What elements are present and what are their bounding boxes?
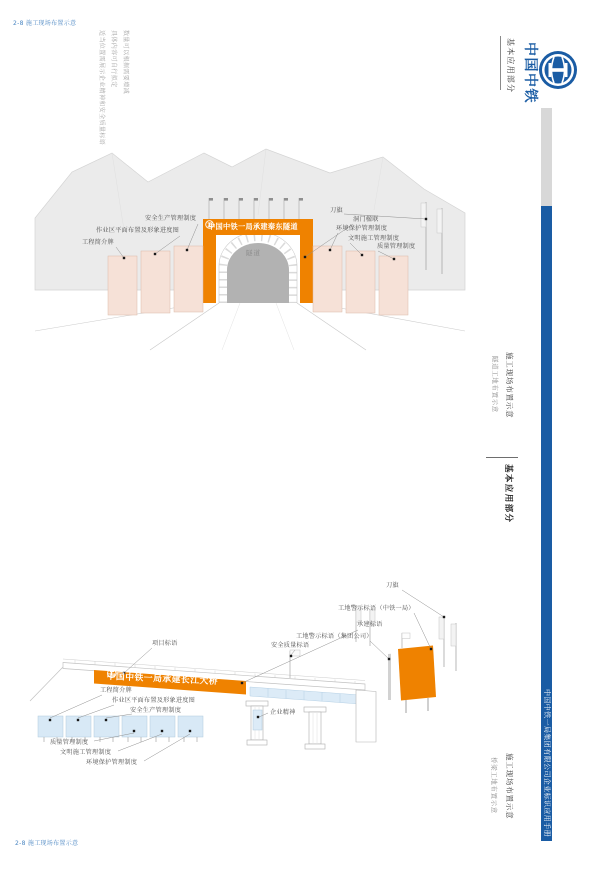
- label-bridge-plan: 作业区平面布置及形象进度图: [112, 697, 196, 704]
- corner-caption-bottom: 2-8 施工现场布置示意: [15, 840, 79, 847]
- note-line-2: 具体内容可自行拟定: [110, 30, 117, 88]
- label-tunnel-civil: 文明施工管理制度: [348, 235, 400, 242]
- tunnel-banner-text: 中国中铁一局承建秦东隧道: [208, 222, 298, 231]
- label-tunnel-couplet: 洞门楹联: [353, 216, 379, 223]
- billboard: [398, 646, 436, 701]
- corner-caption-top: 2-8 施工现场布置示意: [13, 20, 77, 27]
- label-bridge-warn-bureau: 工地警示标语（中铁一局）: [338, 605, 415, 612]
- label-tunnel-plan: 作业区平面布置及形象进度图: [96, 227, 180, 234]
- crec-emblem-icon: [107, 668, 117, 678]
- far-knife-flags: [439, 616, 456, 671]
- label-bridge-civil: 文明施工管理制度: [60, 749, 112, 756]
- portal-pillar-left: [203, 232, 216, 303]
- road-lines: [222, 303, 294, 350]
- caption-bottom-sub: 桥梁工地布置示意: [490, 757, 498, 814]
- label-bridge-build: 承建标语: [357, 621, 383, 628]
- label-tunnel-quality: 质量管理制度: [377, 243, 416, 250]
- label-bridge-safety: 安全生产管理制度: [130, 707, 182, 714]
- crec-emblem-icon: [205, 220, 214, 229]
- label-bridge-env: 环境保护管理制度: [86, 759, 138, 766]
- crec-logo-icon: [538, 50, 578, 90]
- label-bridge-quality: 质量管理制度: [50, 739, 89, 746]
- section2-label: 基本应用部分: [503, 464, 513, 524]
- signboards: [38, 716, 203, 737]
- section2-rule: [486, 457, 518, 458]
- note-line-3: 适当位置需展示企业精神和安全质量标语: [98, 30, 105, 146]
- bridge-banner-text: 中国中铁一局承建长江大桥: [106, 671, 219, 688]
- sidebar-bar-gray: [541, 108, 552, 206]
- portal-pillar-right: [300, 232, 313, 303]
- edge-sign: [388, 654, 391, 700]
- label-bridge-project: 项目标语: [152, 640, 178, 647]
- label-bridge-safety-quality: 安全质量标语: [271, 642, 310, 649]
- billboard-flag: [402, 633, 410, 639]
- label-bridge-flag: 刀旗: [386, 582, 399, 589]
- billboard-legs: [406, 698, 428, 713]
- abutment: [356, 690, 376, 742]
- label-tunnel-flag: 刀旗: [330, 207, 343, 214]
- label-tunnel-env: 环境保护管理制度: [336, 225, 388, 232]
- label-bridge-intro: 工程简介牌: [100, 687, 132, 694]
- label-bridge-warn-group: 工地警示标语（集团公司）: [296, 633, 373, 640]
- caption-top-main: 施工现场布置示意: [505, 352, 514, 419]
- caption-bottom-main: 施工现场布置示意: [505, 753, 514, 820]
- label-tunnel-intro: 工程简介牌: [82, 239, 114, 246]
- header-section-label: 基本应用部分: [506, 38, 515, 94]
- label-tunnel-safety: 安全生产管理制度: [145, 215, 197, 222]
- caption-top-sub: 隧道工地布置示意: [491, 356, 499, 413]
- pier-banner: [253, 710, 262, 730]
- note-line-1: 数量可以根据需要增减: [122, 30, 129, 95]
- label-bridge-spirit: 企业精神: [270, 709, 296, 716]
- header-rule: [500, 36, 501, 90]
- brand-title: 中国中铁: [522, 42, 538, 104]
- manual-title: 中国中铁一局集团有限公司企业标识应用手册: [543, 689, 551, 837]
- tunnel-opening-label: 隧道: [246, 249, 261, 257]
- tunnel-banner: [205, 220, 313, 234]
- approach-line: [30, 667, 63, 701]
